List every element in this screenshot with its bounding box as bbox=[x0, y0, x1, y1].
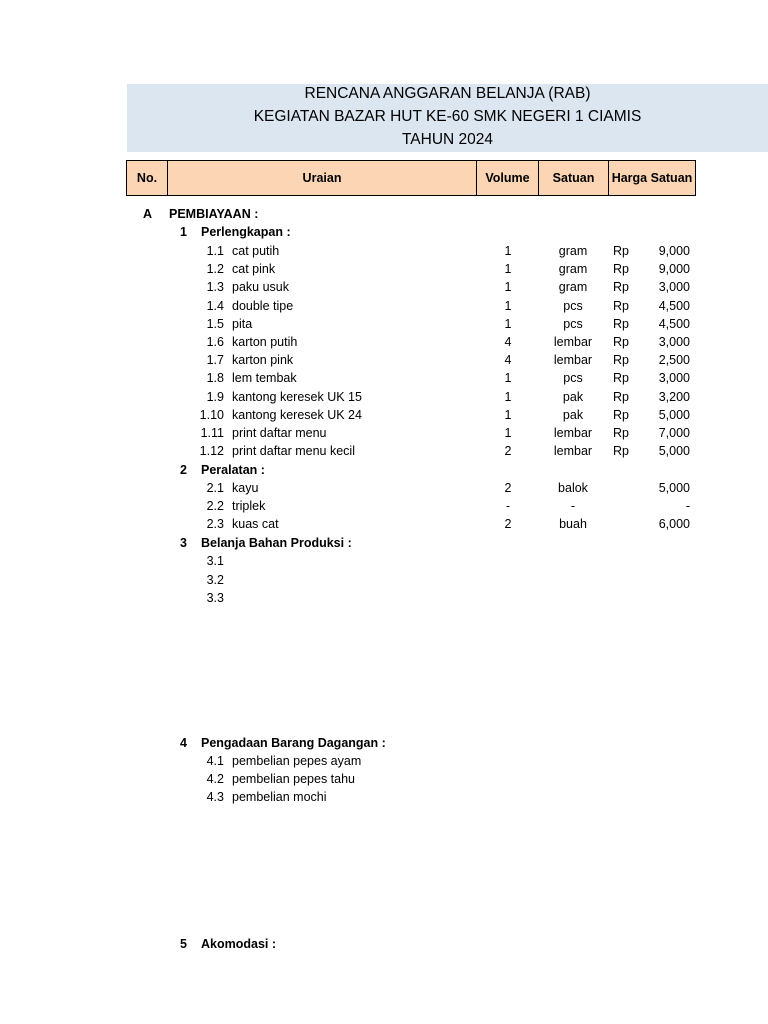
group-row bbox=[0, 534, 768, 552]
table-row bbox=[0, 388, 768, 406]
item-number: 4.1 bbox=[206, 754, 224, 768]
group-label: Perlengkapan : bbox=[201, 225, 291, 239]
item-unit: pak bbox=[562, 389, 584, 404]
item-volume: 1 bbox=[504, 316, 512, 331]
currency-label: Rp bbox=[613, 316, 629, 331]
section-label: PEMBIAYAAN : bbox=[169, 207, 259, 221]
item-number: 1.9 bbox=[206, 389, 224, 404]
item-unit: pak bbox=[562, 407, 584, 422]
item-unit: lembar bbox=[553, 426, 593, 440]
item-description: karton pink bbox=[232, 353, 294, 368]
item-description: cat pink bbox=[232, 262, 276, 277]
title-banner bbox=[127, 84, 768, 152]
item-number: 1.7 bbox=[206, 353, 224, 368]
item-volume: 1 bbox=[504, 371, 512, 386]
item-unit-price: 5,000 bbox=[658, 481, 690, 495]
table-row bbox=[0, 351, 768, 369]
table-row bbox=[0, 260, 768, 278]
item-unit: buah bbox=[559, 517, 587, 532]
item-volume: 1 bbox=[504, 298, 512, 313]
item-unit: pcs bbox=[563, 371, 583, 386]
item-number: 2.3 bbox=[206, 517, 224, 532]
header-satuan: Satuan bbox=[538, 160, 609, 196]
currency-label: Rp bbox=[613, 444, 629, 459]
group-row bbox=[0, 461, 768, 479]
item-number: 3.2 bbox=[206, 572, 224, 587]
currency-label: Rp bbox=[613, 407, 629, 422]
item-number: 1.2 bbox=[206, 262, 224, 277]
group-label: Akomodasi : bbox=[201, 937, 277, 951]
item-unit-price: 7,000 bbox=[658, 426, 690, 440]
group-number: 2 bbox=[180, 463, 187, 477]
item-unit: - bbox=[570, 499, 576, 514]
currency-label: Rp bbox=[613, 353, 629, 368]
table-row bbox=[0, 315, 768, 333]
group-number: 4 bbox=[180, 736, 187, 750]
item-number: 1.6 bbox=[206, 335, 224, 349]
item-volume: 4 bbox=[504, 353, 512, 368]
item-description: pembelian mochi bbox=[232, 790, 327, 805]
group-row bbox=[0, 223, 768, 241]
item-unit-price: 3,000 bbox=[658, 280, 690, 295]
item-description: lem tembak bbox=[232, 371, 297, 386]
year-title: TAHUN 2024 bbox=[401, 131, 494, 148]
table-row bbox=[0, 424, 768, 442]
table-row bbox=[0, 369, 768, 387]
item-unit-price: 6,000 bbox=[658, 517, 690, 532]
item-unit-price: 9,000 bbox=[658, 262, 690, 277]
item-description: cat putih bbox=[232, 244, 280, 258]
table-row bbox=[0, 788, 768, 806]
table-row bbox=[0, 571, 768, 589]
item-volume: 1 bbox=[504, 262, 512, 277]
item-description: paku usuk bbox=[232, 280, 289, 295]
item-unit: lembar bbox=[553, 444, 593, 459]
currency-label: Rp bbox=[613, 335, 629, 349]
item-number: 1.10 bbox=[199, 407, 224, 422]
table-row bbox=[0, 752, 768, 770]
item-description: print daftar menu kecil bbox=[232, 444, 355, 459]
group-row bbox=[0, 935, 768, 953]
item-unit: pcs bbox=[563, 316, 583, 331]
group-label: Pengadaan Barang Dagangan : bbox=[201, 736, 386, 750]
currency-label: Rp bbox=[613, 389, 629, 404]
item-description: karton putih bbox=[232, 335, 298, 349]
section-row bbox=[0, 205, 768, 223]
group-row bbox=[0, 734, 768, 752]
item-number: 2.1 bbox=[206, 481, 224, 495]
table-row bbox=[0, 497, 768, 515]
item-number: 3.1 bbox=[206, 554, 224, 568]
item-description: kayu bbox=[232, 481, 259, 495]
item-number: 1.12 bbox=[199, 444, 224, 459]
table-row bbox=[0, 770, 768, 788]
item-number: 4.2 bbox=[206, 772, 224, 787]
item-volume: 2 bbox=[504, 444, 512, 459]
section-letter: A bbox=[143, 207, 153, 221]
item-description: pita bbox=[232, 316, 253, 331]
table-row bbox=[0, 442, 768, 460]
item-number: 4.3 bbox=[206, 790, 224, 805]
header-volume: Volume bbox=[476, 160, 539, 196]
item-unit-price: - bbox=[685, 499, 690, 514]
item-number: 2.2 bbox=[206, 499, 224, 514]
currency-label: Rp bbox=[613, 244, 629, 258]
item-unit: gram bbox=[558, 262, 588, 277]
header-uraian: Uraian bbox=[167, 160, 477, 196]
currency-label: Rp bbox=[613, 426, 629, 440]
item-unit-price: 9,000 bbox=[658, 244, 690, 258]
group-number: 1 bbox=[180, 225, 187, 239]
currency-label: Rp bbox=[613, 371, 629, 386]
table-row bbox=[0, 297, 768, 315]
item-description: double tipe bbox=[232, 298, 294, 313]
table-row bbox=[0, 515, 768, 533]
item-unit: gram bbox=[558, 244, 588, 258]
item-volume: 4 bbox=[504, 335, 512, 349]
item-unit-price: 3,000 bbox=[658, 335, 690, 349]
item-number: 1.1 bbox=[206, 244, 224, 258]
item-volume: 1 bbox=[504, 389, 512, 404]
item-unit-price: 5,000 bbox=[658, 407, 690, 422]
header-no: No. bbox=[126, 160, 168, 196]
item-unit: lembar bbox=[553, 353, 593, 368]
table-row bbox=[0, 333, 768, 351]
item-description: pembelian pepes ayam bbox=[232, 754, 362, 768]
table-row bbox=[0, 406, 768, 424]
item-unit-price: 4,500 bbox=[658, 298, 690, 313]
item-number: 3.3 bbox=[206, 591, 224, 606]
item-volume: 1 bbox=[504, 244, 512, 258]
item-unit: balok bbox=[558, 481, 588, 495]
item-number: 1.5 bbox=[206, 316, 224, 331]
item-description: print daftar menu bbox=[232, 426, 327, 440]
currency-label: Rp bbox=[613, 262, 629, 277]
item-unit-price: 3,200 bbox=[658, 389, 690, 404]
currency-label: Rp bbox=[613, 298, 629, 313]
item-description: kantong keresek UK 24 bbox=[232, 407, 362, 422]
table-row bbox=[0, 242, 768, 260]
item-volume: 1 bbox=[504, 407, 512, 422]
table-row bbox=[0, 589, 768, 607]
item-volume: 1 bbox=[504, 280, 512, 295]
header-harga-satuan: Harga Satuan bbox=[608, 160, 696, 196]
item-description: kuas cat bbox=[232, 517, 279, 532]
item-unit: gram bbox=[558, 280, 588, 295]
item-number: 1.11 bbox=[200, 426, 224, 440]
group-number: 5 bbox=[180, 937, 187, 951]
group-label: Belanja Bahan Produksi : bbox=[201, 536, 352, 550]
item-unit: pcs bbox=[563, 298, 583, 313]
item-description: kantong keresek UK 15 bbox=[232, 389, 362, 404]
currency-label: Rp bbox=[613, 280, 629, 295]
item-unit-price: 5,000 bbox=[658, 444, 690, 459]
item-unit: lembar bbox=[553, 335, 593, 349]
table-row bbox=[0, 552, 768, 570]
item-volume: - bbox=[505, 499, 511, 514]
item-unit-price: 3,000 bbox=[658, 371, 690, 386]
item-volume: 1 bbox=[504, 426, 512, 440]
group-label: Peralatan : bbox=[201, 463, 265, 477]
table-row bbox=[0, 278, 768, 296]
item-unit-price: 4,500 bbox=[658, 316, 690, 331]
item-number: 1.3 bbox=[206, 280, 224, 295]
table-row bbox=[0, 479, 768, 497]
item-volume: 2 bbox=[504, 517, 512, 532]
item-description: triplek bbox=[232, 499, 266, 514]
group-number: 3 bbox=[180, 536, 187, 550]
event-title: KEGIATAN BAZAR HUT KE-60 SMK NEGERI 1 CIAMIS bbox=[253, 108, 642, 125]
item-volume: 2 bbox=[504, 481, 512, 495]
item-number: 1.8 bbox=[206, 371, 224, 386]
item-number: 1.4 bbox=[206, 298, 224, 313]
item-description: pembelian pepes tahu bbox=[232, 772, 356, 787]
document-title: RENCANA ANGGARAN BELANJA (RAB) bbox=[304, 85, 591, 102]
item-unit-price: 2,500 bbox=[658, 353, 690, 368]
